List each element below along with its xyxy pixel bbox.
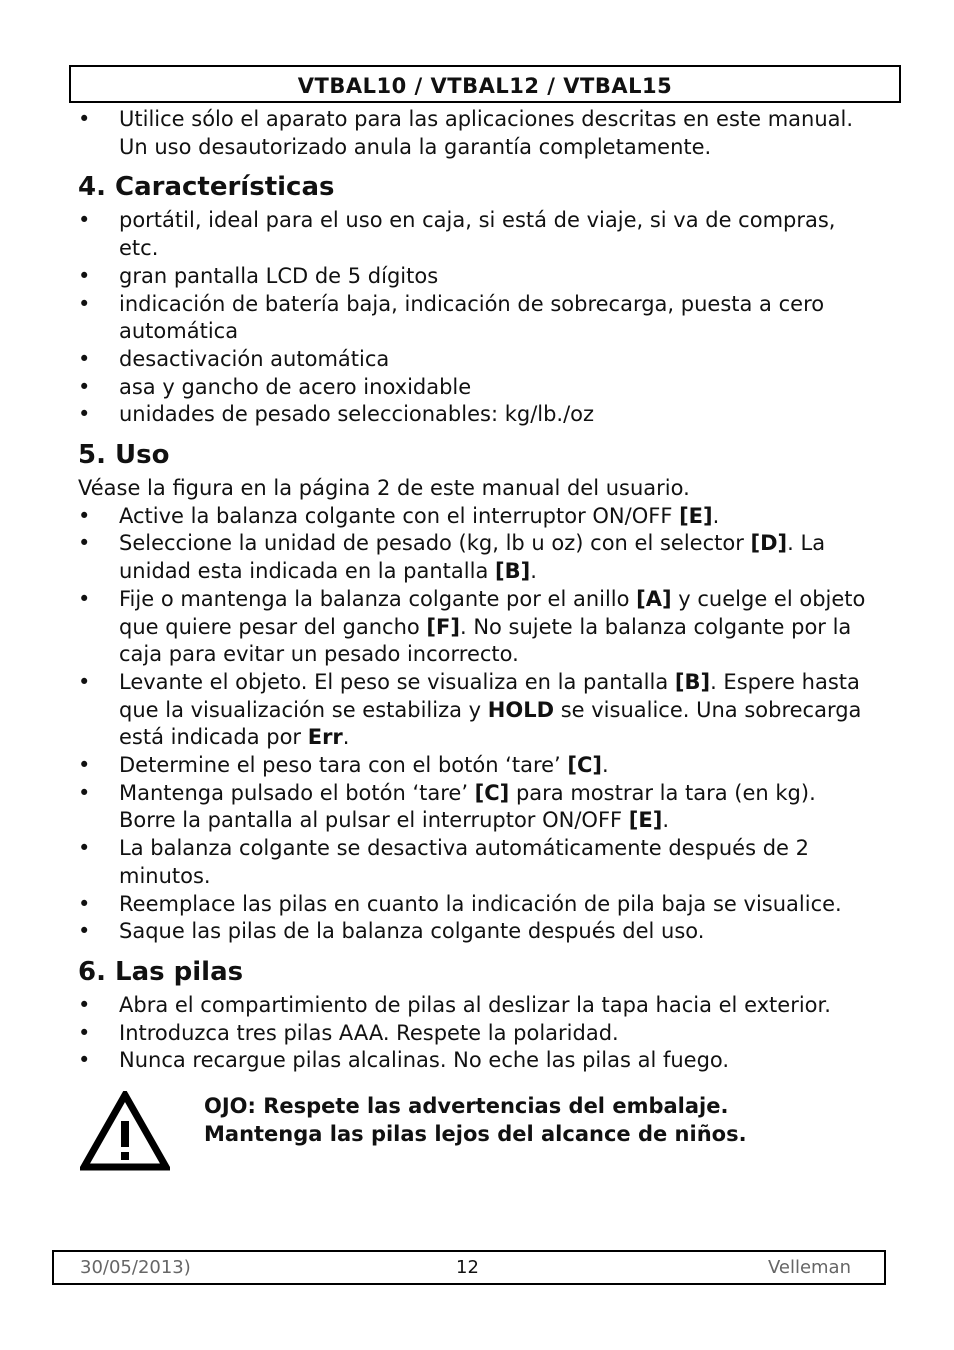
list-item xyxy=(78,891,878,919)
page-footer xyxy=(52,1250,886,1285)
battery-list xyxy=(78,992,878,1075)
warning-text xyxy=(204,1092,747,1148)
bold-reference: [C] xyxy=(474,780,510,805)
warning-block xyxy=(78,1091,878,1171)
page-content xyxy=(78,106,878,1171)
list-item xyxy=(78,835,878,890)
text-run: Mantenga pulsado el botón ‘tare’ xyxy=(119,780,475,805)
usage-list xyxy=(78,503,878,946)
bullet-icon: • xyxy=(78,531,91,556)
bullet-icon: • xyxy=(78,780,91,805)
list-item-text xyxy=(119,781,816,833)
list-item: • indicación de batería baja, indicación de sobrecarga, puesta a cero automática xyxy=(78,291,825,344)
bullet-icon: • xyxy=(78,1020,91,1045)
list-item: • Abra el compartimiento de pilas al deslizar la tapa hacia el exterior. xyxy=(78,992,878,1020)
warning-line-2: Mantenga las pilas lejos del alcance de niños. xyxy=(204,1122,747,1147)
list-item-text xyxy=(119,919,704,943)
list-item xyxy=(78,918,878,946)
warning-line-1: OJO: Respete las advertencias del embalaje. xyxy=(204,1094,729,1119)
text-run: se visualice. Una sobrecarga está indicada por xyxy=(119,697,862,750)
list-item: • Utilice sólo el aparato para las aplicaciones descritas en este manual. Un uso desautorizado anula la garantía completamente. xyxy=(78,107,854,159)
bullet-icon: • xyxy=(78,836,91,861)
list-item: • Nunca recargue pilas alcalinas. No eche las pilas al fuego. xyxy=(78,1047,878,1075)
document-header xyxy=(69,65,901,103)
list-item: • desactivación automática xyxy=(78,346,878,374)
list-item xyxy=(78,530,878,585)
section-intro: Véase la figura en la página 2 de este manual del usuario. xyxy=(78,476,690,501)
warning-triangle-icon xyxy=(80,1091,170,1171)
bullet-icon: • xyxy=(78,1048,91,1073)
text-run: . xyxy=(662,808,670,833)
bold-reference: [C] xyxy=(567,753,603,778)
page-number: 12 xyxy=(456,1257,479,1278)
bold-reference: [D] xyxy=(750,531,788,556)
text-run: Determine el peso tara con el botón ‘tare’ xyxy=(119,753,568,778)
text-run: . xyxy=(342,725,350,750)
bold-reference: [E] xyxy=(628,808,663,833)
text-run: para mostrar la tara (en kg). Borre la pantalla al pulsar el interruptor ON/OFF xyxy=(119,780,816,833)
bullet-icon: • xyxy=(78,919,91,944)
text-run: Seleccione la unidad de pesado (kg, lb u oz) con el selector xyxy=(119,531,751,556)
section-heading-uso: 5. Uso xyxy=(78,440,170,471)
bullet-icon: • xyxy=(78,107,91,131)
list-item xyxy=(78,752,878,780)
features-list xyxy=(78,207,878,429)
list-item-text xyxy=(119,670,861,749)
list-item-text xyxy=(119,587,865,666)
text-run: . No sujete la balanza colgante por la caja para evitar un pesado incorrecto. xyxy=(119,614,852,667)
bullet-icon: • xyxy=(78,753,91,778)
text-run: . xyxy=(602,753,609,778)
bullet-icon: • xyxy=(78,503,91,528)
bold-reference: Err xyxy=(307,725,343,750)
text-run: y cuelge el objeto que quiere pesar del gancho xyxy=(119,586,866,639)
list-item: • asa y gancho de acero inoxidable xyxy=(78,374,878,402)
text-run: Active la balanza colgante con el interruptor ON/OFF xyxy=(119,503,680,528)
bullet-icon: • xyxy=(78,291,91,316)
bullet-icon: • xyxy=(78,992,91,1017)
text-run: Saque las pilas de la balanza colgante después del uso. xyxy=(119,919,705,944)
list-item-text xyxy=(119,836,809,888)
text-run: Levante el objeto. El peso se visualiza en la pantalla xyxy=(119,669,675,694)
bold-reference: [F] xyxy=(426,614,460,639)
text-run: . xyxy=(712,503,720,528)
text-run: Fije o mantenga la balanza colgante por el anillo xyxy=(119,586,637,611)
list-item xyxy=(78,586,878,669)
footer-date: 30/05/2013) xyxy=(80,1257,191,1278)
intro-list xyxy=(78,106,878,161)
section-heading-caracteristicas: 4. Características xyxy=(78,172,335,203)
list-item-text xyxy=(119,531,825,583)
bold-reference: [B] xyxy=(495,559,531,584)
bold-reference: HOLD xyxy=(487,697,555,722)
footer-brand: Velleman xyxy=(767,1257,851,1278)
list-item: • portátil, ideal para el uso en caja, si está de viaje, si va de compras, etc. xyxy=(78,208,836,261)
bold-reference: [A] xyxy=(636,586,672,611)
list-item: • gran pantalla LCD de 5 dígitos xyxy=(78,263,878,291)
bullet-icon: • xyxy=(78,263,91,288)
list-item xyxy=(78,780,878,835)
text-run: . La unidad esta indicada en la pantalla xyxy=(119,531,826,584)
text-run: La balanza colgante se desactiva automáticamente después de 2 minutos. xyxy=(119,836,810,888)
list-item-text xyxy=(119,504,719,528)
text-run: Reemplace las pilas en cuanto la indicación de pila baja se visualice. xyxy=(119,891,842,916)
document-title: VTBAL10 / VTBAL12 / VTBAL15 xyxy=(297,74,673,98)
list-item: • Introduzca tres pilas AAA. Respete la polaridad. xyxy=(78,1020,878,1048)
list-item xyxy=(78,503,878,531)
bullet-icon: • xyxy=(78,402,91,427)
text-run: . Espere hasta que la visualización se estabiliza y xyxy=(119,669,860,722)
list-item: • unidades de pesado seleccionables: kg/lb./oz xyxy=(78,401,878,429)
bullet-icon: • xyxy=(78,586,91,611)
bold-reference: [B] xyxy=(674,669,711,694)
section-heading-pilas: 6. Las pilas xyxy=(78,956,244,987)
bullet-icon: • xyxy=(78,346,91,371)
bullet-icon: • xyxy=(78,669,91,694)
bullet-icon: • xyxy=(78,208,91,233)
bullet-icon: • xyxy=(78,891,91,916)
bold-reference: [E] xyxy=(679,503,713,528)
list-item-text xyxy=(119,892,842,916)
list-item xyxy=(78,669,878,752)
bullet-icon: • xyxy=(78,374,91,399)
list-item-text xyxy=(119,753,609,777)
text-run: . xyxy=(530,559,537,584)
